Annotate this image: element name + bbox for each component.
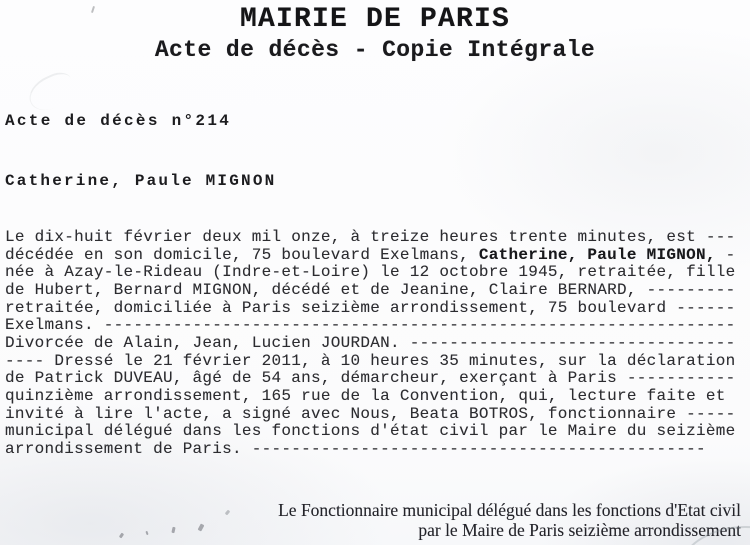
scan-smudge	[24, 68, 80, 116]
body-line: Exelmans. ----------------------------------------------------------------	[5, 316, 736, 335]
body-line: Divorcée de Alain, Jean, Lucien JOURDAN. ---------------------------------	[5, 333, 736, 352]
body-line: née à Azay-le-Rideau (Indre-et-Loire) le 12 octobre 1945, retraitée, fille	[5, 263, 736, 282]
signature-block	[181, 501, 741, 540]
act-body-text	[5, 229, 747, 459]
body-line-segment: décédée en son domicile, 75 boulevard Exelmans,	[5, 245, 479, 264]
body-line: municipal délégué dans les fonctions d'état civil par le Maire du seizième	[5, 422, 736, 441]
act-number: Acte de décès n°214	[5, 112, 232, 130]
scan-speck	[171, 527, 175, 533]
scan-speck	[145, 531, 148, 535]
deceased-name-inline: Catherine, Paule MIGNON,	[478, 245, 716, 264]
body-line: de Hubert, Bernard MIGNON, décédé et de Jeanine, Claire BERNARD, ---------	[5, 280, 736, 299]
scan-speck	[119, 533, 124, 539]
signature-line-2: par le Maire de Paris seizième arrondissement	[418, 519, 741, 540]
body-line-segment: -	[715, 245, 736, 264]
body-line: Le dix-huit février deux mil onze, à treize heures trente minutes, est ---	[5, 228, 736, 246]
body-line: ---- Dressé le 21 février 2011, à 10 heures 35 minutes, sur la déclaration	[5, 351, 736, 370]
document-subtitle: Acte de décès - Copie Intégrale	[154, 37, 596, 63]
body-line: retraitée, domiciliée à Paris seizième arrondissement, 75 boulevard ------	[5, 298, 736, 317]
body-line	[5, 247, 747, 265]
deceased-name: Catherine, Paule MIGNON	[5, 172, 277, 190]
body-line: invité à lire l'acte, a signé avec Nous, Beata BOTROS, fonctionnaire -----	[5, 404, 736, 423]
body-line: arrondissement de Paris. ----------------------------------------------	[5, 439, 706, 458]
body-line: quinzième arrondissement, 165 rue de la Convention, qui, lecture faite et	[5, 386, 726, 405]
signature-line-1: Le Fonctionnaire municipal délégué dans les fonctions d'Etat civil	[278, 500, 741, 520]
body-line: de Patrick DUVEAU, âgé de 54 ans, démarcheur, exerçant à Paris -----------	[5, 369, 736, 388]
document-title: MAIRIE DE PARIS	[239, 4, 511, 35]
